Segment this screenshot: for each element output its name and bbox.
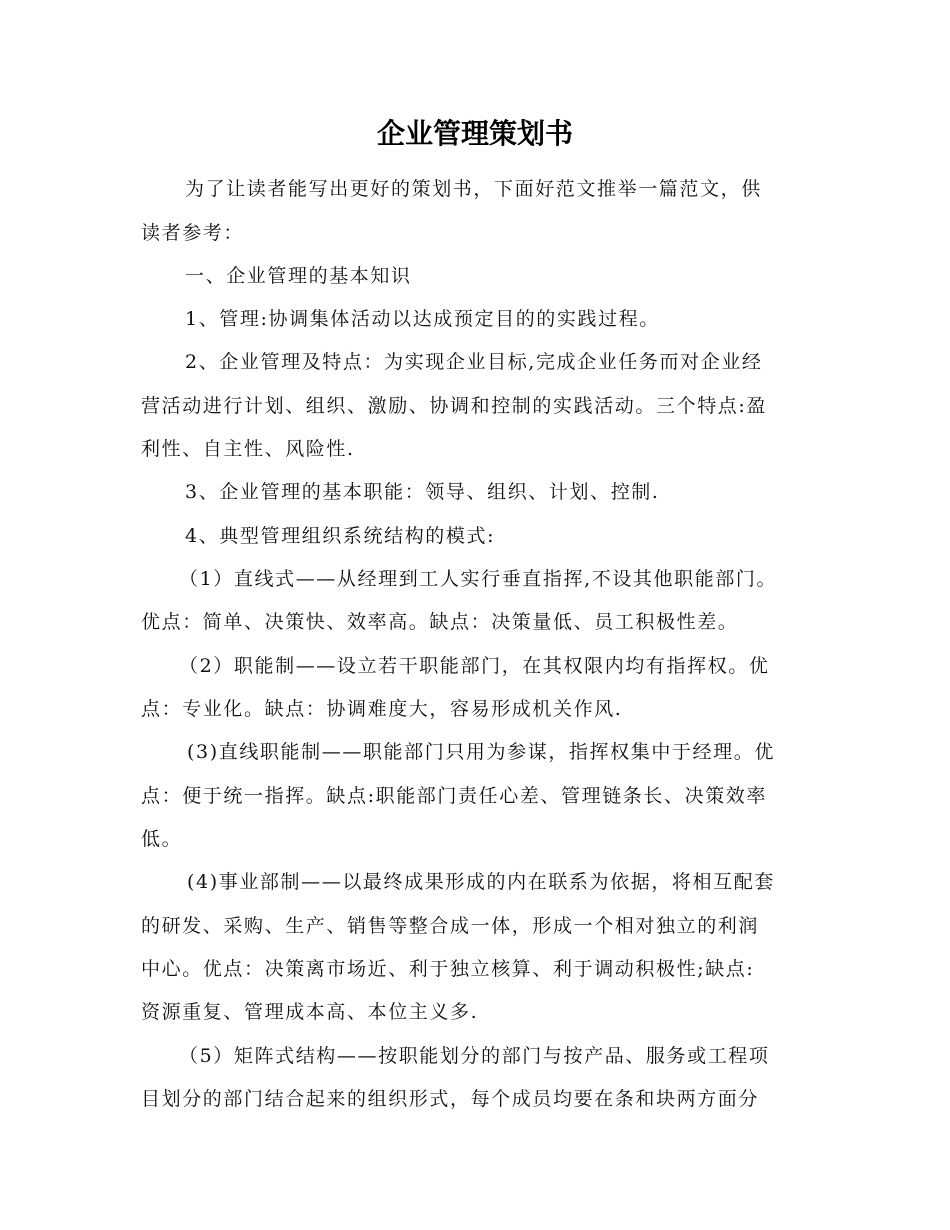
paragraph-line: 为了让读者能写出更好的策划书，下面好范文推举一篇范文，供 [185,178,762,200]
paragraph-line: 低。 [141,828,183,850]
paragraph-line: 2、企业管理及特点：为实现企业目标,完成企业任务而对企业经 [185,351,763,373]
paragraph-line: 利性、自主性、风险性. [141,438,355,460]
paragraph-line: 点：便于统一指挥。缺点:职能部门责任心差、管理链条长、决策效率 [141,785,768,807]
paragraph-line: 读者参考： [141,222,245,244]
paragraph-line: （1）直线式——从经理到工人实行垂直指挥,不设其他职能部门。 [179,568,778,590]
paragraph-line: 中心。优点：决策离市场近、利于独立核算、利于调动积极性;缺点: [141,958,755,980]
paragraph-line: (3)直线职能制——职能部门只用为参谋，指挥权集中于经理。优 [187,741,775,763]
paragraph-line: 目划分的部门结合起来的组织形式，每个成员均要在条和块两方面分 [141,1088,760,1110]
paragraph-line: （5）矩阵式结构——按职能划分的部门与按产品、服务或工程项 [179,1045,770,1067]
paragraph-line: 营活动进行计划、组织、激励、协调和控制的实践活动。三个特点:盈 [141,395,768,417]
paragraph-line: 3、企业管理的基本职能：领导、组织、计划、控制. [185,481,660,503]
paragraph-line: 4、典型管理组织系统结构的模式: [185,525,496,547]
section-heading: 一、企业管理的基本知识 [185,265,412,287]
paragraph-line: （2）职能制——设立若干职能部门，在其权限内均有指挥权。优 [179,655,770,677]
paragraph-line: 的研发、采购、生产、销售等整合成一体，形成一个相对独立的利润 [141,915,760,937]
paragraph-line: 1、管理:协调集体活动以达成预定目的的实践过程。 [185,308,660,330]
paragraph-line: (4)事业部制——以最终成果形成的内在联系为依据，将相互配套 [187,871,775,893]
paragraph-line: 优点：简单、决策快、效率高。缺点：决策量低、员工积极性差。 [141,611,739,633]
paragraph-line: 资源重复、管理成本高、本位主义多. [141,1001,479,1023]
document-title: 企业管理策划书 [376,117,573,150]
paragraph-line: 点：专业化。缺点：协调难度大，容易形成机关作风. [141,698,623,720]
